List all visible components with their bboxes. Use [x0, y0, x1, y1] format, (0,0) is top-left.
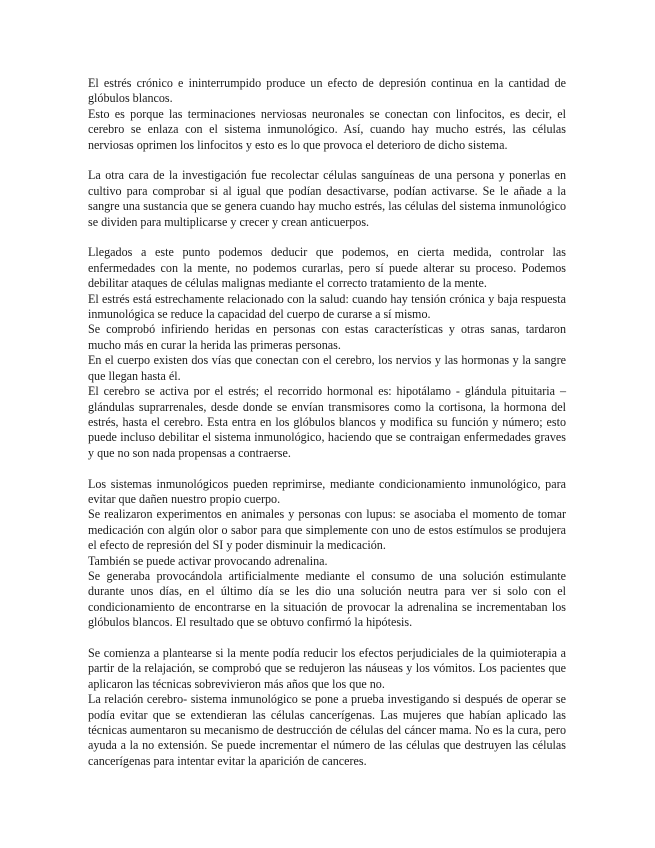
- text-line: Se generaba provocándola artificialmente mediante el consumo de una solución estimulante durante unos días, en el último día se les dio una solución neutra para ver si solo con el condicionamiento de encontrarse en la situación de provocar la adrenalina se incrementaban los glóbulos blancos. El resultado que se obtuvo confirmó la hipótesis.: [88, 568, 566, 630]
- text-line: Se comprobó infiriendo heridas en personas con estas características y otras sanas, tardaron mucho más en curar la herida las primeras personas.: [88, 322, 566, 352]
- text-line: Se comienza a plantearse si la mente podía reducir los efectos perjudiciales de la quimioterapia a partir de la relajación, se comprobó que se redujeron las náuseas y los vómitos. Los pacientes que aplicaron las técnicas sobrevivieron más años que los que no.: [88, 645, 566, 691]
- document-page: [88, 76, 566, 785]
- text-line: La relación cerebro- sistema inmunológico se pone a prueba investigando si después de operar se podía evitar que se extendieran las células cancerígenas. Las mujeres que habían aplicado las técnicas aumentaron su mecanismo de destrucción de células del cáncer mama. No es la cura, pero ayuda a la no extensión. Se puede incrementar el número de las células que destruyen las células cancerígenas para intentar evitar la aparición de canceres.: [88, 692, 566, 768]
- paragraph: [88, 646, 566, 769]
- text-line: También se puede activar provocando adrenalina.: [88, 553, 328, 568]
- paragraph: [88, 76, 566, 153]
- text-line: En el cuerpo existen dos vías que conectan con el cerebro, los nervios y las hormonas y la sangre que llegan hasta él.: [88, 353, 566, 383]
- text-line: El estrés crónico e ininterrumpido produce un efecto de depresión continua en la cantidad de glóbulos blancos.: [88, 76, 566, 106]
- text-line: Se realizaron experimentos en animales y personas con lupus: se asociaba el momento de tomar medicación con algún olor o sabor para que simplemente con uno de estos estímulos se produjera el efecto de represión del SI y poder disminuir la medicación.: [88, 507, 566, 553]
- text-line: Los sistemas inmunológicos pueden reprimirse, mediante condicionamiento inmunológico, para evitar que dañen nuestro propio cuerpo.: [88, 476, 566, 506]
- text-line: El cerebro se activa por el estrés; el recorrido hormonal es: hipotálamo - glándula pituitaria – glándulas suprarrenales, desde donde se envían transmisores como la cortisona, la hormona del estrés, hasta el cerebro. Esta entra en los glóbulos blancos y modifica su función y número; esto puede incluso debilitar el sistema inmunológico, haciendo que se contraigan enfermedades graves y que no son nada propensas a contraerse.: [88, 384, 566, 460]
- text-line: Esto es porque las terminaciones nerviosas neuronales se conectan con linfocitos, es decir, el cerebro se enlaza con el sistema inmunológico. Así, cuando hay mucho estrés, las células nerviosas oprimen los linfocitos y esto es lo que provoca el deterioro de dicho sistema.: [88, 106, 566, 152]
- text-line: La otra cara de la investigación fue recolectar células sanguíneas de una persona y ponerlas en cultivo para comprobar si al igual que podían desactivarse, podían activarse. Se le añade a la sangre una sustancia que se genera cuando hay mucho estrés, las células del sistema inmunológico se dividen para multiplicarse y crecer y crean anticuerpos.: [88, 168, 566, 229]
- paragraph: [88, 168, 566, 230]
- paragraph: [88, 245, 566, 461]
- paragraph: [88, 477, 566, 631]
- text-line: Llegados a este punto podemos deducir que podemos, en cierta medida, controlar las enfermedades con la mente, no podemos curarlas, pero sí puede alterar su proceso. Podemos debilitar ataques de células malignas mediante el correcto tratamiento de la mente.: [88, 245, 566, 291]
- text-line: El estrés está estrechamente relacionado con la salud: cuando hay tensión crónica y baja respuesta inmunológica se reduce la capacidad del cuerpo de curarse a sí mismo.: [88, 291, 566, 322]
